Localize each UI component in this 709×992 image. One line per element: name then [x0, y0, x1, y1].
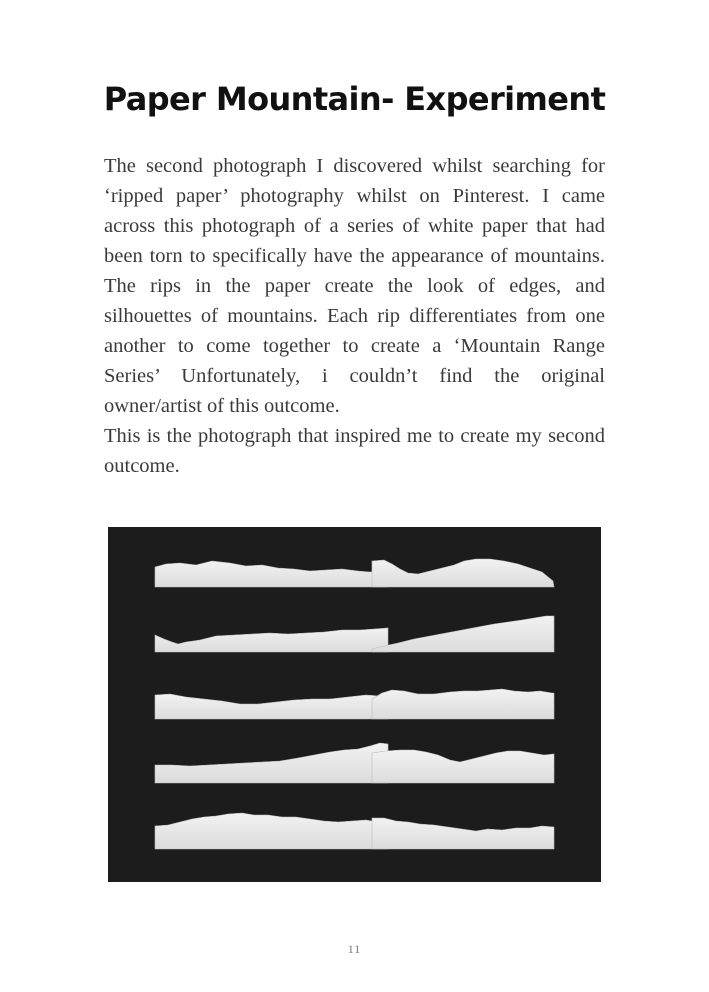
- page-number: 11: [347, 942, 362, 956]
- page-title: Paper Mountain- Experiment: [103, 80, 606, 118]
- paragraph-inspiration: This is the photograph that inspired me to create my second outcome.: [104, 425, 605, 477]
- ripped-paper-photograph: [108, 527, 601, 882]
- body-text: [104, 151, 605, 481]
- torn-paper-strip: [372, 689, 554, 719]
- paragraph-description: The second photograph I discovered whilst searching for ‘ripped paper’ photography whilst on Pinterest. I came across this photograph of a series of white paper that had been torn to specifically have the appearance of mountains. The rips in the paper create the look of edges, and silhouettes of mountains. Each rip differentiates from one another to come together to create a ‘Mountain Range Series’ Unfortunately, i couldn’t find the original owner/artist of this outcome.: [104, 155, 605, 417]
- ripped-paper-illustration: [108, 527, 601, 882]
